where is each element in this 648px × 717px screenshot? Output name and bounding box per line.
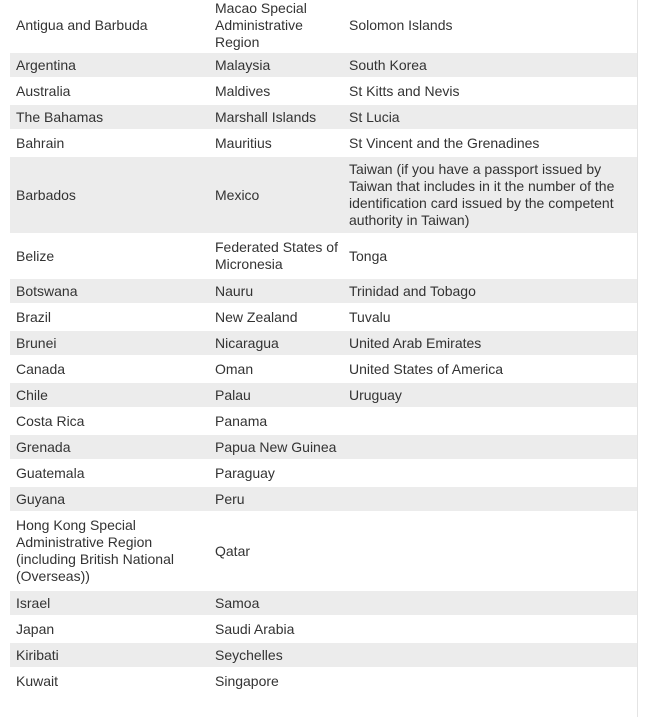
table-cell: Tuvalu <box>343 305 637 329</box>
table-row <box>10 0 637 51</box>
table-cell: Brunei <box>10 331 209 355</box>
table-cell <box>343 487 637 511</box>
table-cell <box>343 591 637 615</box>
table-row <box>10 131 637 155</box>
table-cell: Uruguay <box>343 383 637 407</box>
table-cell: Mauritius <box>209 131 343 155</box>
table-cell: Australia <box>10 79 209 103</box>
table-row <box>10 157 637 233</box>
table-cell: Japan <box>10 617 209 641</box>
table-row <box>10 383 637 407</box>
table-cell: Singapore <box>209 669 343 693</box>
table-cell: Panama <box>209 409 343 433</box>
table-row <box>10 461 637 485</box>
table-cell: Hong Kong Special Administrative Region (including British National (Overseas)) <box>10 513 209 589</box>
table-cell <box>343 513 637 589</box>
table-row <box>10 617 637 641</box>
table-row <box>10 409 637 433</box>
table-cell: Marshall Islands <box>209 105 343 129</box>
table-cell: Maldives <box>209 79 343 103</box>
table-cell <box>343 435 637 459</box>
table-cell <box>343 617 637 641</box>
table-row <box>10 513 637 589</box>
country-table <box>10 0 637 695</box>
table-cell: Federated States of Micronesia <box>209 235 343 277</box>
country-table-body <box>10 0 637 693</box>
table-row <box>10 53 637 77</box>
table-cell: South Korea <box>343 53 637 77</box>
table-cell: Oman <box>209 357 343 381</box>
table-cell: New Zealand <box>209 305 343 329</box>
table-cell: Peru <box>209 487 343 511</box>
table-row <box>10 669 637 693</box>
table-cell: Samoa <box>209 591 343 615</box>
table-cell: Guatemala <box>10 461 209 485</box>
table-cell: United States of America <box>343 357 637 381</box>
table-cell: Trinidad and Tobago <box>343 279 637 303</box>
table-cell: Paraguay <box>209 461 343 485</box>
table-cell: Qatar <box>209 513 343 589</box>
table-cell: Palau <box>209 383 343 407</box>
table-cell: Chile <box>10 383 209 407</box>
table-cell: Canada <box>10 357 209 381</box>
table-cell: Botswana <box>10 279 209 303</box>
table-cell: Malaysia <box>209 53 343 77</box>
table-cell <box>343 643 637 667</box>
table-cell: Taiwan (if you have a passport issued by Taiwan that includes in it the number of the identification card issued by the competent authority in Taiwan) <box>343 157 637 233</box>
table-cell <box>343 461 637 485</box>
table-cell: United Arab Emirates <box>343 331 637 355</box>
table-cell: St Kitts and Nevis <box>343 79 637 103</box>
table-cell: The Bahamas <box>10 105 209 129</box>
table-cell: Seychelles <box>209 643 343 667</box>
table-row <box>10 591 637 615</box>
table-row <box>10 643 637 667</box>
table-cell: Kuwait <box>10 669 209 693</box>
table-row <box>10 235 637 277</box>
table-cell: Saudi Arabia <box>209 617 343 641</box>
table-cell: St Lucia <box>343 105 637 129</box>
table-cell: Kiribati <box>10 643 209 667</box>
table-cell: Papua New Guinea <box>209 435 343 459</box>
table-cell: Macao Special Administrative Region <box>209 0 343 51</box>
table-cell: Bahrain <box>10 131 209 155</box>
table-cell: Belize <box>10 235 209 277</box>
table-cell: Tonga <box>343 235 637 277</box>
right-border-line <box>637 0 638 717</box>
country-table-container <box>10 0 637 695</box>
table-cell <box>343 669 637 693</box>
table-cell: Mexico <box>209 157 343 233</box>
table-row <box>10 79 637 103</box>
table-cell: Guyana <box>10 487 209 511</box>
table-cell <box>343 409 637 433</box>
table-row <box>10 105 637 129</box>
table-cell: Barbados <box>10 157 209 233</box>
table-cell: Solomon Islands <box>343 0 637 51</box>
table-cell: St Vincent and the Grenadines <box>343 131 637 155</box>
table-cell: Grenada <box>10 435 209 459</box>
table-row <box>10 357 637 381</box>
table-row <box>10 435 637 459</box>
table-row <box>10 305 637 329</box>
table-cell: Argentina <box>10 53 209 77</box>
table-row <box>10 331 637 355</box>
table-row <box>10 279 637 303</box>
table-cell: Brazil <box>10 305 209 329</box>
table-cell: Nauru <box>209 279 343 303</box>
table-cell: Antigua and Barbuda <box>10 0 209 51</box>
table-cell: Nicaragua <box>209 331 343 355</box>
table-cell: Costa Rica <box>10 409 209 433</box>
table-row <box>10 487 637 511</box>
table-cell: Israel <box>10 591 209 615</box>
